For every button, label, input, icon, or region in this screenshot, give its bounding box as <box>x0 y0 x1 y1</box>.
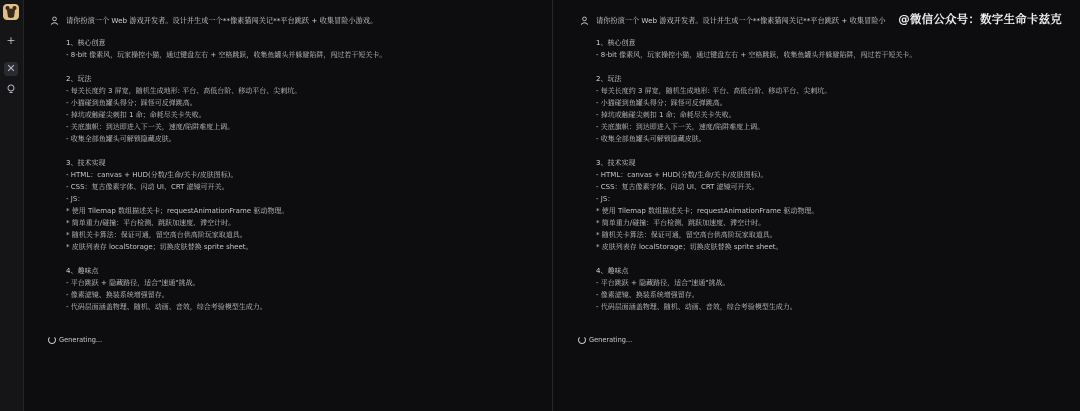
prompt-line: - 像素滤镜、换装系统增强留存。 <box>596 291 699 299</box>
prompt-text: 请你扮演一个 Web 游戏开发者。设计并生成一个**像素猫闯关记**平台跳跃 + 收集冒险小 <box>596 16 886 25</box>
prompt-line: - 8-bit 像素风，玩家操控小猫，通过键盘左右 + 空格跳跃，收集鱼罐头并躲避陷阱，闯过若干短关卡。 <box>66 51 387 59</box>
prompt-line: - 掉坑或触碰尖刺扣 1 命；命耗尽关卡失败。 <box>596 111 736 119</box>
section-heading: 3、技术实现 <box>596 159 636 167</box>
prompt-line: - 代码层面涵盖物理、随机、动画、音效，综合考验模型生成力。 <box>66 303 267 311</box>
plus-icon: + <box>6 34 16 47</box>
section-heading: 1、核心创意 <box>66 39 106 47</box>
prompt-line: - 平台跳跃 + 隐藏路径，适合"速通"挑战。 <box>596 279 730 287</box>
prompt-line: - 每关长度约 3 屏宽，随机生成地形: 平台、高低台阶、移动平台、尖刺坑。 <box>66 87 302 95</box>
section-heading: 1、核心创意 <box>596 39 636 47</box>
prompt-line: - 代码层面涵盖物理、随机、动画、音效，综合考验模型生成力。 <box>596 303 797 311</box>
sidebar <box>0 0 24 411</box>
prompt-line: * 皮肤列表存 localStorage；切换皮肤替换 sprite sheet。 <box>66 243 253 251</box>
section-heading: 2、玩法 <box>66 75 92 83</box>
section-heading: 2、玩法 <box>596 75 622 83</box>
prompt-line: - 8-bit 像素风，玩家操控小猫，通过键盘左右 + 空格跳跃，收集鱼罐头并躲避陷阱，闯过若干短关卡。 <box>596 51 917 59</box>
spinner-icon <box>48 336 56 344</box>
prompt-line: - CSS：复古像素字体、闪动 UI、CRT 滤镜可开关。 <box>596 183 759 191</box>
bear-logo-icon[interactable] <box>3 4 19 20</box>
prompt-line: - 平台跳跃 + 隐藏路径，适合"速通"挑战。 <box>66 279 200 287</box>
prompt-text: 请你扮演一个 Web 游戏开发者。设计并生成一个**像素猫闯关记**平台跳跃 + 收集冒险小游戏。 <box>66 16 378 25</box>
prompt-line: - JS： <box>596 195 615 203</box>
prompt-line: - 关底旗帜：到达即进入下一关，速度/陷阱难度上调。 <box>596 123 765 131</box>
prompt-line: * 皮肤列表存 localStorage；切换皮肤替换 sprite sheet。 <box>596 243 783 251</box>
prompt-line: - 掉坑或触碰尖刺扣 1 命；命耗尽关卡失败。 <box>66 111 206 119</box>
x-app-button[interactable] <box>4 62 18 76</box>
settings-button[interactable] <box>4 82 18 96</box>
status-text: Generating... <box>59 336 103 344</box>
prompt-line: * 简单重力/碰撞：平台检测、跳跃加速度、滞空计时。 <box>66 219 236 227</box>
prompt-line: - 小猫碰到鱼罐头得分；踩怪可反弹跳高。 <box>596 99 727 107</box>
prompt-line: * 随机关卡算法：保证可通，留空高台供高阶玩家取道具。 <box>66 231 247 239</box>
prompt-line: - 收集全部鱼罐头可解锁隐藏皮肤。 <box>66 135 176 143</box>
new-chat-button[interactable] <box>4 34 18 48</box>
section-heading: 4、趣味点 <box>596 267 629 275</box>
lightbulb-icon <box>6 84 16 94</box>
prompt-line: * 使用 Tilemap 数组描述关卡；requestAnimationFrame 驱动物理。 <box>596 207 819 215</box>
status-text: Generating... <box>589 336 633 344</box>
prompt-line: - 关底旗帜：到达即进入下一关，速度/陷阱难度上调。 <box>66 123 235 131</box>
user-icon <box>580 16 589 25</box>
prompt-line: - JS： <box>66 195 85 203</box>
chat-pane-right <box>554 0 1080 411</box>
prompt-line: - 收集全部鱼罐头可解锁隐藏皮肤。 <box>596 135 706 143</box>
watermark-text: @微信公众号：数字生命卡兹克 <box>898 12 1062 26</box>
pane-divider[interactable] <box>552 0 553 411</box>
chat-pane-left <box>24 0 552 411</box>
prompt-line: * 随机关卡算法：保证可通，留空高台供高阶玩家取道具。 <box>596 231 777 239</box>
x-icon: ✕ <box>6 62 16 75</box>
user-icon <box>50 16 59 25</box>
prompt-line: * 使用 Tilemap 数组描述关卡；requestAnimationFrame 驱动物理。 <box>66 207 289 215</box>
prompt-line: - 每关长度约 3 屏宽，随机生成地形: 平台、高低台阶、移动平台、尖刺坑。 <box>596 87 832 95</box>
prompt-line: * 简单重力/碰撞：平台检测、跳跃加速度、滞空计时。 <box>596 219 766 227</box>
prompt-line: - 像素滤镜、换装系统增强留存。 <box>66 291 169 299</box>
section-heading: 3、技术实现 <box>66 159 106 167</box>
prompt-line: - HTML：canvas + HUD(分数/生命/关卡/皮肤图标)。 <box>66 171 238 179</box>
spinner-icon <box>578 336 586 344</box>
prompt-line: - HTML：canvas + HUD(分数/生命/关卡/皮肤图标)。 <box>596 171 768 179</box>
section-heading: 4、趣味点 <box>66 267 99 275</box>
prompt-line: - CSS：复古像素字体、闪动 UI、CRT 滤镜可开关。 <box>66 183 229 191</box>
prompt-line: - 小猫碰到鱼罐头得分；踩怪可反弹跳高。 <box>66 99 197 107</box>
